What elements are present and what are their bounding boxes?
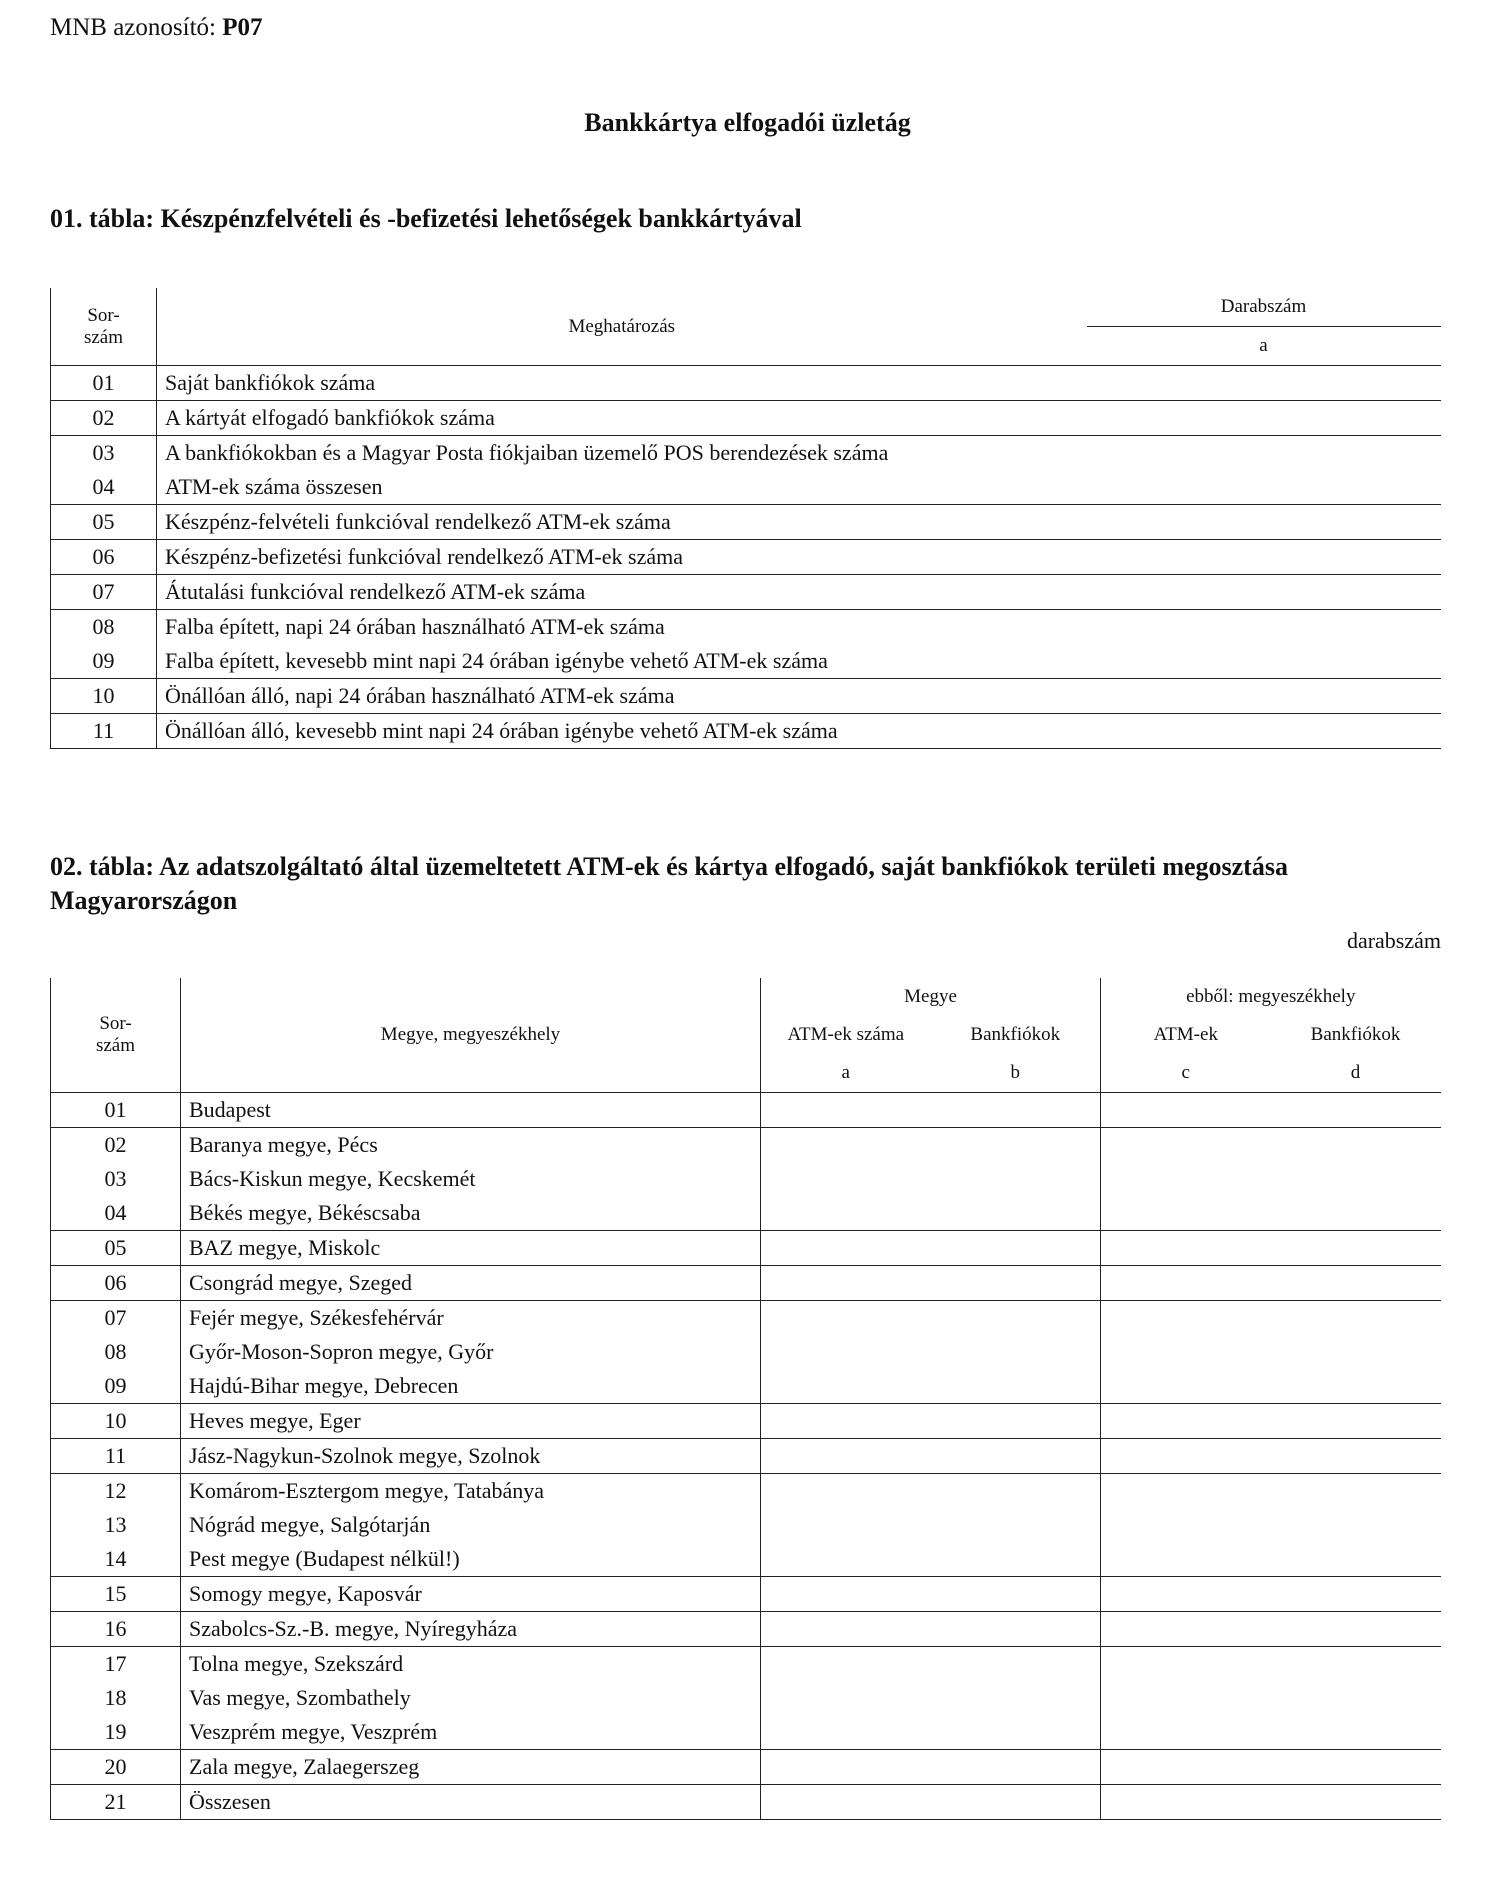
t2-row [51,1335,1441,1369]
t1-row-num: 11 [51,714,157,749]
mnb-id-code: P07 [222,14,263,41]
t2-row [51,1681,1441,1715]
t2-row-value-a[interactable] [761,1785,931,1820]
t1-row-value-a[interactable] [1087,505,1441,540]
table2-unit: darabszám [1346,928,1441,953]
t2-row-value-d[interactable] [1271,1508,1441,1542]
t2-row-label: Győr-Moson-Sopron megye, Győr [181,1335,761,1369]
t2-row-label: Komárom-Esztergom megye, Tatabánya [181,1474,761,1509]
t2-row-label: Összesen [181,1785,761,1820]
t1-row-num: 10 [51,679,157,714]
t1-row-value-a[interactable] [1087,679,1441,714]
t1-header-meghatarozas: Meghatározás [568,315,676,337]
t1-row-num: 08 [51,610,157,645]
t1-row [51,644,1441,679]
t2-row-value-c[interactable] [1101,1404,1271,1439]
t2-row-num: 15 [51,1577,181,1612]
t2-row-value-c[interactable] [1101,1369,1271,1404]
t2-row [51,1369,1441,1404]
table1-title: 01. tábla: Készpénzfelvételi és -befizetési lehetőségek bankkártyával [50,204,802,233]
t2-row-value-b[interactable] [931,1612,1101,1647]
t2-row-num: 04 [51,1196,181,1231]
t2-row-label: Bács-Kiskun megye, Kecskemét [181,1162,761,1196]
t1-row [51,401,1441,436]
t2-row-value-d[interactable] [1271,1266,1441,1301]
t2-row-value-d[interactable] [1271,1404,1441,1439]
t1-row-value-a[interactable] [1087,575,1441,610]
t2-row-label: Zala megye, Zalaegerszeg [181,1750,761,1785]
t2-row-value-a[interactable] [761,1647,931,1682]
t2-row-label: Csongrád megye, Szeged [181,1266,761,1301]
t2-row-value-d[interactable] [1271,1335,1441,1369]
t2-row-num: 21 [51,1785,181,1820]
t2-header-col-b: b [931,1054,1101,1093]
t2-row-value-d[interactable] [1271,1369,1441,1404]
t1-row-label: Önállóan álló, kevesebb mint napi 24 órában igénybe vehető ATM-ek száma [157,714,1087,749]
t2-row-num: 07 [51,1301,181,1336]
t1-header-col-a: a [1259,335,1268,356]
t2-row-value-b[interactable] [931,1162,1101,1196]
t2-header-group-megye: Megye [761,978,1101,1016]
t2-row-value-c[interactable] [1101,1474,1271,1509]
t2-row-value-d[interactable] [1271,1647,1441,1682]
t2-row [51,1196,1441,1231]
t2-row-num: 18 [51,1681,181,1715]
t1-row [51,470,1441,505]
t1-header-sorszam: Sor- szám [51,288,157,366]
t2-row-num: 09 [51,1369,181,1404]
t1-row-value-a[interactable] [1087,540,1441,575]
t1-row-num: 04 [51,470,157,505]
t1-row [51,540,1441,575]
t2-row-label: Budapest [181,1093,761,1128]
t1-row-value-a[interactable] [1087,714,1441,749]
t2-row-value-d[interactable] [1271,1439,1441,1474]
t1-row-value-a[interactable] [1087,436,1441,471]
mnb-id-label: MNB azonosító: [50,14,216,41]
t2-row [51,1542,1441,1577]
t1-row-label: Átutalási funkcióval rendelkező ATM-ek száma [157,575,1087,610]
t2-header-atm: ATM-ek [1153,1024,1218,1045]
t2-row-value-c[interactable] [1101,1439,1271,1474]
t2-row-value-b[interactable] [931,1266,1101,1301]
t2-row-value-a[interactable] [761,1474,931,1509]
t2-row-value-c[interactable] [1101,1335,1271,1369]
t1-row-num: 05 [51,505,157,540]
t1-row-num: 06 [51,540,157,575]
t2-header-bankfiokok-1: Bankfiókok [931,1016,1101,1054]
t1-body [51,366,1441,749]
t2-row-num: 11 [51,1439,181,1474]
t1-row [51,575,1441,610]
t2-row-value-b[interactable] [931,1474,1101,1509]
t2-header-group-szekhely: ebből: megyeszékhely [1186,986,1356,1007]
t2-row-value-b[interactable] [931,1750,1101,1785]
t2-row-value-d[interactable] [1271,1231,1441,1266]
t2-row-num: 01 [51,1093,181,1128]
t2-row-value-a[interactable] [761,1369,931,1404]
t2-row-value-d[interactable] [1271,1093,1441,1128]
t2-row-value-d[interactable] [1271,1577,1441,1612]
t2-row-label: Szabolcs-Sz.-B. megye, Nyíregyháza [181,1612,761,1647]
t2-row-value-a[interactable] [761,1542,931,1577]
t2-row-num: 06 [51,1266,181,1301]
t1-row [51,366,1441,401]
t2-row-value-c[interactable] [1101,1508,1271,1542]
t2-row-label: Hajdú-Bihar megye, Debrecen [181,1369,761,1404]
t2-row-value-b[interactable] [931,1335,1101,1369]
t1-row-label: Készpénz-befizetési funkcióval rendelkező ATM-ek száma [157,540,1087,575]
t2-row-value-b[interactable] [931,1196,1101,1231]
t1-row-label: Önállóan álló, napi 24 órában használható ATM-ek száma [157,679,1087,714]
t2-row [51,1404,1441,1439]
t2-row-value-b[interactable] [931,1508,1101,1542]
t2-row-value-d[interactable] [1271,1542,1441,1577]
t2-row-num: 08 [51,1335,181,1369]
t2-row-value-b[interactable] [931,1785,1101,1820]
t2-row-label: Békés megye, Békéscsaba [181,1196,761,1231]
t2-row-value-d[interactable] [1271,1474,1441,1509]
t1-row-value-a[interactable] [1087,470,1441,505]
t1-row-value-a[interactable] [1087,366,1441,401]
t2-row [51,1128,1441,1163]
t2-header-megye: Megye, megyeszékhely [181,978,761,1093]
t2-row-value-a[interactable] [761,1335,931,1369]
t1-row-value-a[interactable] [1087,610,1441,645]
t2-row-num: 16 [51,1612,181,1647]
t2-row [51,1231,1441,1266]
t1-row-num: 09 [51,644,157,679]
t2-row-value-d[interactable] [1271,1162,1441,1196]
t2-row [51,1162,1441,1196]
t2-row-value-a[interactable] [761,1577,931,1612]
t1-header-darabszam: Darabszám [1087,288,1441,327]
t2-row-value-b[interactable] [931,1542,1101,1577]
t2-row-num: 17 [51,1647,181,1682]
t2-row-value-c[interactable] [1101,1715,1271,1750]
t2-row [51,1266,1441,1301]
t2-row-label: Nógrád megye, Salgótarján [181,1508,761,1542]
t2-row-value-a[interactable] [761,1301,931,1336]
t2-row-num: 12 [51,1474,181,1509]
t2-row-value-d[interactable] [1271,1128,1441,1163]
t2-row-value-c[interactable] [1101,1301,1271,1336]
t2-row-value-a[interactable] [761,1162,931,1196]
t2-row-num: 02 [51,1128,181,1163]
t2-header-col-c: c [1181,1062,1190,1083]
t1-row-value-a[interactable] [1087,644,1441,679]
t2-row-label: Jász-Nagykun-Szolnok megye, Szolnok [181,1439,761,1474]
t2-row-label: Somogy megye, Kaposvár [181,1577,761,1612]
t2-row-value-d[interactable] [1271,1715,1441,1750]
t2-row-value-a[interactable] [761,1093,931,1128]
t2-row [51,1301,1441,1336]
t2-row-value-b[interactable] [931,1128,1101,1163]
t1-row [51,505,1441,540]
t2-row-label: Baranya megye, Pécs [181,1128,761,1163]
t2-header-bankfiokok-2: Bankfiókok [1310,1024,1401,1045]
t1-row [51,436,1441,471]
t2-row-label: Pest megye (Budapest nélkül!) [181,1542,761,1577]
t2-row-value-b[interactable] [931,1301,1101,1336]
t2-row-value-c[interactable] [1101,1785,1271,1820]
t2-row-value-d[interactable] [1271,1612,1441,1647]
t1-row-num: 02 [51,401,157,436]
t2-row-label: Veszprém megye, Veszprém [181,1715,761,1750]
t2-row-value-c[interactable] [1101,1266,1271,1301]
t2-header-atm-szama: ATM-ek száma [787,1024,905,1045]
t2-row-value-a[interactable] [761,1404,931,1439]
t1-row-num: 07 [51,575,157,610]
t2-body [51,1093,1441,1820]
t2-row-num: 05 [51,1231,181,1266]
t2-row-value-a[interactable] [761,1266,931,1301]
t2-row-value-d[interactable] [1271,1750,1441,1785]
t2-row-value-a[interactable] [761,1196,931,1231]
t2-row-value-d[interactable] [1271,1785,1441,1820]
t2-row [51,1785,1441,1820]
t2-row-value-b[interactable] [931,1439,1101,1474]
t1-row-label: Készpénz-felvételi funkcióval rendelkező ATM-ek száma [157,505,1087,540]
t1-row [51,610,1441,645]
t2-row-label: Fejér megye, Székesfehérvár [181,1301,761,1336]
t1-row-label: Falba épített, kevesebb mint napi 24 órában igénybe vehető ATM-ek száma [165,648,828,673]
t2-row-value-c[interactable] [1101,1162,1271,1196]
t2-row-label: Tolna megye, Szekszárd [181,1647,761,1682]
t1-row-label: ATM-ek száma összesen [165,474,383,499]
t2-row-value-c[interactable] [1101,1647,1271,1682]
t2-row [51,1612,1441,1647]
t1-row-num: 01 [51,366,157,401]
t2-row-num: 20 [51,1750,181,1785]
t2-row-value-a[interactable] [761,1681,931,1715]
table2-title: 02. tábla: Az adatszolgáltató által üzemeltetett ATM-ek és kártya elfogadó, saját bankfiókok területi megosztása Magyarországon [50,852,1288,915]
document-title: Bankkártya elfogadói üzletág [584,108,911,137]
t1-row-label: A bankfiókokban és a Magyar Posta fiókjaiban üzemelő POS berendezések száma [157,436,1087,471]
t1-row-label: A kártyát elfogadó bankfiókok száma [157,401,1087,436]
t2-row-label: BAZ megye, Miskolc [181,1231,761,1266]
t2-row-value-a[interactable] [761,1750,931,1785]
t2-row-value-c[interactable] [1101,1128,1271,1163]
t1-row-label: Saját bankfiókok száma [157,366,1087,401]
table2 [50,978,1441,1820]
t2-row-value-a[interactable] [761,1612,931,1647]
t2-row [51,1439,1441,1474]
t2-row-value-a[interactable] [761,1439,931,1474]
t2-row-num: 13 [51,1508,181,1542]
t2-row [51,1750,1441,1785]
t2-row-value-c[interactable] [1101,1093,1271,1128]
t2-row-num: 10 [51,1404,181,1439]
t2-row-value-c[interactable] [1101,1612,1271,1647]
t1-row [51,679,1441,714]
t2-header-col-a: a [841,1062,850,1083]
t2-row-value-a[interactable] [761,1128,931,1163]
t2-row-value-b[interactable] [931,1647,1101,1682]
t2-row-num: 14 [51,1542,181,1577]
t2-row-value-d[interactable] [1271,1301,1441,1336]
t2-row-value-b[interactable] [931,1404,1101,1439]
t2-row-value-c[interactable] [1101,1231,1271,1266]
t2-row-label: Vas megye, Szombathely [181,1681,761,1715]
t2-row-value-d[interactable] [1271,1196,1441,1231]
t2-row-value-c[interactable] [1101,1750,1271,1785]
t2-row-value-b[interactable] [931,1577,1101,1612]
t2-row-value-c[interactable] [1101,1681,1271,1715]
t2-row [51,1508,1441,1542]
t2-header-col-d: d [1350,1062,1361,1083]
t1-row-num: 03 [51,436,157,471]
t2-row-value-b[interactable] [931,1715,1101,1750]
t2-row-value-b[interactable] [931,1231,1101,1266]
t2-row-value-c[interactable] [1101,1577,1271,1612]
t2-row-value-a[interactable] [761,1715,931,1750]
t2-row-label: Heves megye, Eger [181,1404,761,1439]
t2-row-value-a[interactable] [761,1231,931,1266]
t2-header-sorszam: Sor- szám [51,978,181,1093]
t2-row-value-b[interactable] [931,1681,1101,1715]
table1 [50,288,1441,749]
t1-row-label: Falba épített, napi 24 órában használható ATM-ek száma [157,610,1087,645]
t2-row [51,1715,1441,1750]
t2-row-value-c[interactable] [1101,1542,1271,1577]
t2-row-value-d[interactable] [1271,1681,1441,1715]
mnb-id [50,14,263,42]
t1-row-value-a[interactable] [1087,401,1441,436]
t2-row-num: 03 [51,1162,181,1196]
t2-row [51,1647,1441,1682]
t2-row [51,1577,1441,1612]
t2-row-num: 19 [51,1715,181,1750]
t2-row-value-b[interactable] [931,1369,1101,1404]
t2-row [51,1093,1441,1128]
t2-row-value-b[interactable] [931,1093,1101,1128]
t2-row-value-a[interactable] [761,1508,931,1542]
t2-row [51,1474,1441,1509]
t1-row [51,714,1441,749]
t2-row-value-c[interactable] [1101,1196,1271,1231]
